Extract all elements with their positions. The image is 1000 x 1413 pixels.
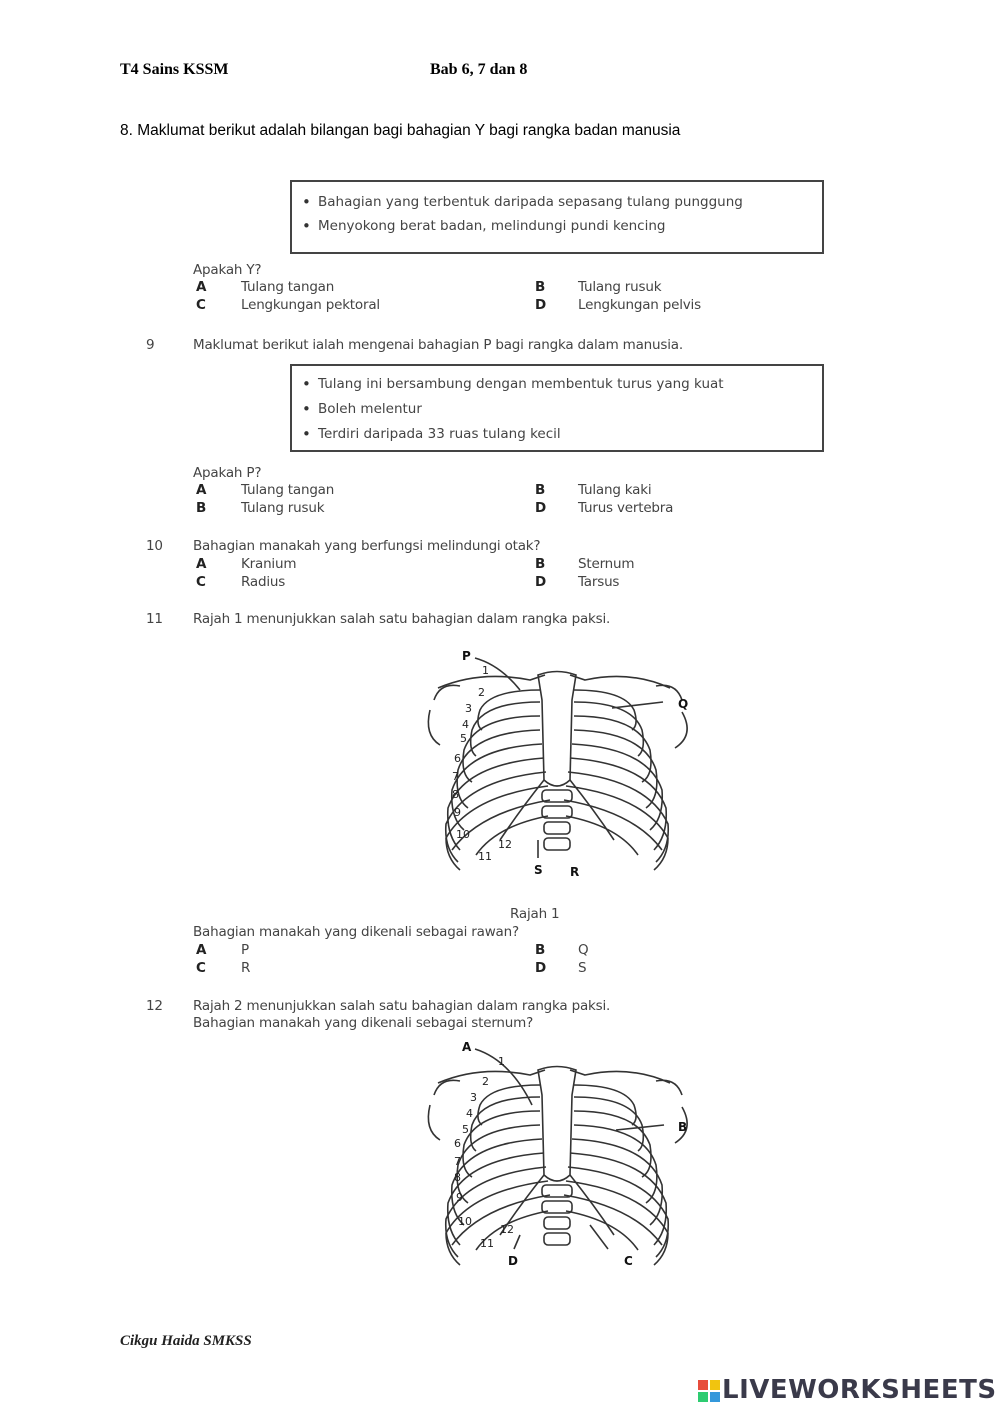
q8-bullet: • Bahagian yang terbentuk daripada sepasang tulang punggung <box>292 194 822 218</box>
q8-option-text[interactable]: Tulang rusuk <box>578 279 662 295</box>
label-line-c <box>590 1225 608 1249</box>
rib-number: 10 <box>458 1215 472 1228</box>
rib-number: 7 <box>454 1155 461 1168</box>
label-line-q <box>612 702 663 708</box>
q11-option-text[interactable]: Q <box>578 942 589 958</box>
q10-number: 10 <box>146 538 163 554</box>
q11-option-letter: A <box>196 942 207 958</box>
ribcage-figure-1 <box>420 640 710 885</box>
q9-option-letter: B <box>535 482 546 498</box>
rib-number: 6 <box>454 752 461 765</box>
q12-stem: Rajah 2 menunjukkan salah satu bahagian dalam rangka paksi. <box>193 998 611 1014</box>
q11-question: Bahagian manakah yang dikenali sebagai rawan? <box>193 924 519 940</box>
q8-option-letter: A <box>196 279 207 295</box>
q9-option-text[interactable]: Tulang tangan <box>241 482 335 498</box>
label-d: D <box>508 1254 518 1268</box>
right-clavicle <box>570 675 670 688</box>
q9-number: 9 <box>146 337 155 353</box>
q8-question: Apakah Y? <box>193 262 262 278</box>
q11-option-letter: D <box>535 960 547 976</box>
q9-question: Apakah P? <box>193 465 262 481</box>
q11-option-text[interactable]: P <box>241 942 249 958</box>
q11-option-text[interactable]: R <box>241 960 251 976</box>
q8-stem: 8. Maklumat berikut adalah bilangan bagi bahagian Y bagi rangka badan manusia <box>120 122 681 139</box>
q12-number: 12 <box>146 998 163 1014</box>
rib-number: 8 <box>454 1171 461 1184</box>
q11-number: 11 <box>146 611 163 627</box>
rib-number: 8 <box>452 788 459 801</box>
label-c: C <box>624 1254 633 1268</box>
sternum <box>538 1067 576 1182</box>
q8-option-text[interactable]: Lengkungan pektoral <box>241 297 380 313</box>
q9-bullet: • Boleh melentur <box>292 401 822 426</box>
q9-option-letter: A <box>196 482 207 498</box>
ribcage-figure-2 <box>420 1035 710 1280</box>
q8-bullet: • Menyokong berat badan, melindungi pundi kencing <box>292 218 822 234</box>
rib-number: 4 <box>462 718 469 731</box>
sternum <box>538 672 576 787</box>
label-r: R <box>570 865 580 879</box>
q8-option-letter: D <box>535 297 547 313</box>
q9-bullet: • Tulang ini bersambung dengan membentuk turus yang kuat <box>292 376 822 401</box>
q8-option-text[interactable]: Tulang tangan <box>241 279 335 295</box>
q10-option-letter: C <box>196 574 206 590</box>
q10-option-text[interactable]: Tarsus <box>578 574 620 590</box>
costal-cartilage <box>500 780 544 840</box>
rib-number: 11 <box>480 1237 494 1250</box>
q9-bullet: • Terdiri daripada 33 ruas tulang kecil <box>292 426 822 442</box>
q11-option-letter: C <box>196 960 206 976</box>
q10-option-letter: D <box>535 574 547 590</box>
rib-number: 9 <box>454 806 461 819</box>
header-chapters: Bab 6, 7 dan 8 <box>430 61 528 78</box>
label-b: B <box>678 1120 688 1134</box>
label-line-d <box>514 1235 520 1249</box>
q10-stem: Bahagian manakah yang berfungsi melindungi otak? <box>193 538 541 554</box>
liveworksheets-brand[interactable]: LIVEWORKSHEETS <box>722 1375 997 1405</box>
q12-question: Bahagian manakah yang dikenali sebagai sternum? <box>193 1015 534 1031</box>
rib-number: 2 <box>478 686 485 699</box>
q11-option-text[interactable]: S <box>578 960 587 976</box>
q8-option-letter: C <box>196 297 206 313</box>
rib-number: 3 <box>465 702 472 715</box>
q10-option-letter: A <box>196 556 207 572</box>
q9-info-box <box>290 364 824 452</box>
q8-option-text[interactable]: Lengkungan pelvis <box>578 297 701 313</box>
label-s: S <box>534 863 543 877</box>
q10-option-text[interactable]: Radius <box>241 574 286 590</box>
rib-number: 9 <box>456 1191 463 1204</box>
q9-option-letter: D <box>535 500 547 516</box>
rib-number: 5 <box>462 1123 469 1136</box>
label-p: P <box>462 649 471 663</box>
rib-number: 12 <box>500 1223 514 1236</box>
q11-stem: Rajah 1 menunjukkan salah satu bahagian dalam rangka paksi. <box>193 611 611 627</box>
q9-option-text[interactable]: Tulang rusuk <box>241 500 325 516</box>
q9-option-text[interactable]: Turus vertebra <box>578 500 674 516</box>
q9-option-letter: B <box>196 500 207 516</box>
rib-number: 1 <box>498 1055 505 1068</box>
rib-number: 2 <box>482 1075 489 1088</box>
q11-option-letter: B <box>535 942 546 958</box>
label-q: Q <box>678 697 689 711</box>
rib-number: 6 <box>454 1137 461 1150</box>
rib-number: 1 <box>482 664 489 677</box>
rib-number: 12 <box>498 838 512 851</box>
rib-number: 4 <box>466 1107 473 1120</box>
q9-option-text[interactable]: Tulang kaki <box>578 482 652 498</box>
rib-number: 5 <box>460 732 467 745</box>
q9-stem: Maklumat berikut ialah mengenai bahagian P bagi rangka dalam manusia. <box>193 337 683 353</box>
q8-option-letter: B <box>535 279 546 295</box>
q8-info-box <box>290 180 824 254</box>
q10-option-letter: B <box>535 556 546 572</box>
rib-number: 11 <box>478 850 492 863</box>
footer-author: Cikgu Haida SMKSS <box>120 1333 252 1349</box>
rib-number: 10 <box>456 828 470 841</box>
figure-caption: Rajah 1 <box>510 906 560 922</box>
label-a: A <box>462 1040 472 1054</box>
rib-number: 3 <box>470 1091 477 1104</box>
rib-number: 7 <box>452 770 459 783</box>
header-subject: T4 Sains KSSM <box>120 61 229 78</box>
q10-option-text[interactable]: Kranium <box>241 556 297 572</box>
q10-option-text[interactable]: Sternum <box>578 556 635 572</box>
liveworksheets-logo-icon <box>698 1380 720 1402</box>
